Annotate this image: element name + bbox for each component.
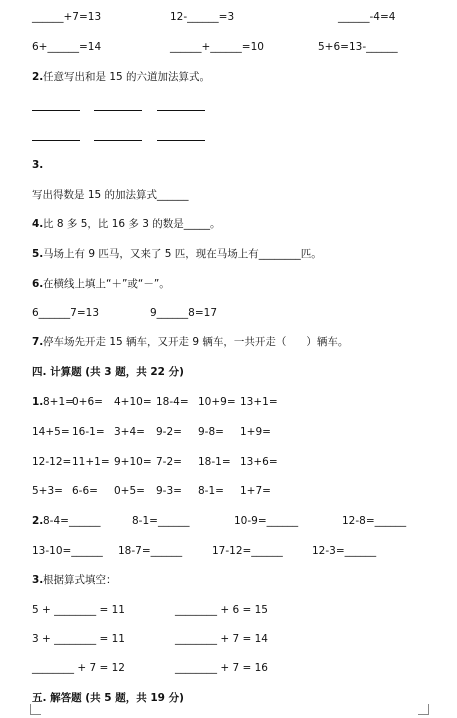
answer-blank[interactable] <box>157 110 205 111</box>
question-text: 根据算式填空： <box>43 574 117 586</box>
calc-item: 8-4=______ <box>43 515 101 527</box>
question-number: 4. <box>32 218 44 230</box>
calc-row <box>0 482 457 500</box>
calc-item: 5+3= <box>32 485 63 497</box>
equation: ______+7=13 <box>32 11 102 23</box>
equation: 9______8=17 <box>150 307 218 319</box>
question-number: 3. <box>32 159 44 171</box>
equation: 5+6=13-______ <box>318 41 398 53</box>
calc-item: 18-1= <box>198 456 231 468</box>
calc-item: ________ + 7 = 14 <box>175 633 268 645</box>
question-6 <box>0 275 457 293</box>
calc-item: 5 + ________ = 11 <box>32 604 125 616</box>
question-3-number <box>0 156 457 174</box>
equation: ______-4=4 <box>338 11 396 23</box>
question-number: 2. <box>32 71 44 83</box>
calc-item: 11+1= <box>72 456 110 468</box>
calc-item: 3 + ________ = 11 <box>32 633 125 645</box>
calc-item: 1+7= <box>240 485 271 497</box>
calc-row <box>0 423 457 441</box>
calc-row <box>0 542 457 560</box>
question-4 <box>0 215 457 233</box>
question-text: 比 8 多 5，比 16 多 3 的数是_____。 <box>43 218 221 230</box>
equation: 6+______=14 <box>32 41 102 53</box>
answer-blank[interactable] <box>94 140 142 141</box>
calc-item: 6-6= <box>72 485 98 497</box>
calc-row <box>0 512 457 530</box>
equation: ______+______=10 <box>170 41 264 53</box>
calc-item: 16-1= <box>72 426 105 438</box>
question-2 <box>0 68 457 86</box>
answer-blank[interactable] <box>94 110 142 111</box>
calc-item: 0+6= <box>72 396 103 408</box>
calc-item: 18-4= <box>156 396 189 408</box>
calc-row <box>0 659 457 677</box>
calc-item: 9+10= <box>114 456 152 468</box>
calc-item: 13+6= <box>240 456 278 468</box>
question-text: 马场上有 9 匹马，又来了 5 匹，现在马场上有________匹。 <box>43 248 322 260</box>
calc-item: 10+9= <box>198 396 236 408</box>
question-6-equations <box>0 304 457 322</box>
calc-item: 9-8= <box>198 426 224 438</box>
fill-row-2 <box>0 38 457 56</box>
calc-item: ________ + 7 = 12 <box>32 662 125 674</box>
calc-item: 9-3= <box>156 485 182 497</box>
question-number: 5. <box>32 248 44 260</box>
calc-item: 1+9= <box>240 426 271 438</box>
equation: 6______7=13 <box>32 307 100 319</box>
fill-row-1 <box>0 8 457 26</box>
calc-row <box>0 601 457 619</box>
calc-row <box>0 393 457 411</box>
section-title: 四. 计算题 (共 3 题，共 22 分) <box>32 366 184 378</box>
question-7 <box>0 333 457 351</box>
question-text: 在横线上填上“＋”或“－”。 <box>43 278 170 290</box>
question-text: 任意写出和是 15 的六道加法算式。 <box>43 71 211 83</box>
answer-blank[interactable] <box>32 140 80 141</box>
question-3 <box>0 186 457 204</box>
calc-item: 13+1= <box>240 396 278 408</box>
calc-item: 17-12=______ <box>212 545 283 557</box>
section-title: 五. 解答题 (共 5 题，共 19 分) <box>32 692 184 704</box>
calc-item: ________ + 7 = 16 <box>175 662 268 674</box>
calc-item: 0+5= <box>114 485 145 497</box>
question-number: 7. <box>32 336 44 348</box>
question-number: 6. <box>32 278 44 290</box>
calc-item: 13-10=______ <box>32 545 103 557</box>
question-text: 停车场先开走 15 辆车，又开走 9 辆车，一共开走（ ）辆车。 <box>43 336 349 348</box>
question-number: 1. <box>32 396 44 408</box>
calc-item: 10-9=______ <box>234 515 299 527</box>
calc-item: 8-1=______ <box>132 515 190 527</box>
calc-item: 3+4= <box>114 426 145 438</box>
calc-row <box>0 453 457 471</box>
calc-item: 4+10= <box>114 396 152 408</box>
answer-blank[interactable] <box>32 110 80 111</box>
equation: 12-______=3 <box>170 11 235 23</box>
question-calc-3 <box>0 571 457 589</box>
calc-item: 18-7=______ <box>118 545 183 557</box>
calc-item: 8-1= <box>198 485 224 497</box>
calc-row <box>0 630 457 648</box>
calc-item: ________ + 6 = 15 <box>175 604 268 616</box>
section-4-heading <box>0 363 457 381</box>
question-5 <box>0 245 457 263</box>
calc-item: 12-12= <box>32 456 72 468</box>
calc-item: 14+5= <box>32 426 70 438</box>
section-5-heading <box>0 689 457 707</box>
calc-item: 12-8=______ <box>342 515 407 527</box>
calc-item: 7-2= <box>156 456 182 468</box>
answer-blank[interactable] <box>157 140 205 141</box>
calc-item: 12-3=______ <box>312 545 377 557</box>
calc-item: 8+1= <box>43 396 74 408</box>
calc-item: 9-2= <box>156 426 182 438</box>
question-number: 3. <box>32 574 44 586</box>
question-number: 2. <box>32 515 44 527</box>
question-text: 写出得数是 15 的加法算式______ <box>32 189 189 201</box>
